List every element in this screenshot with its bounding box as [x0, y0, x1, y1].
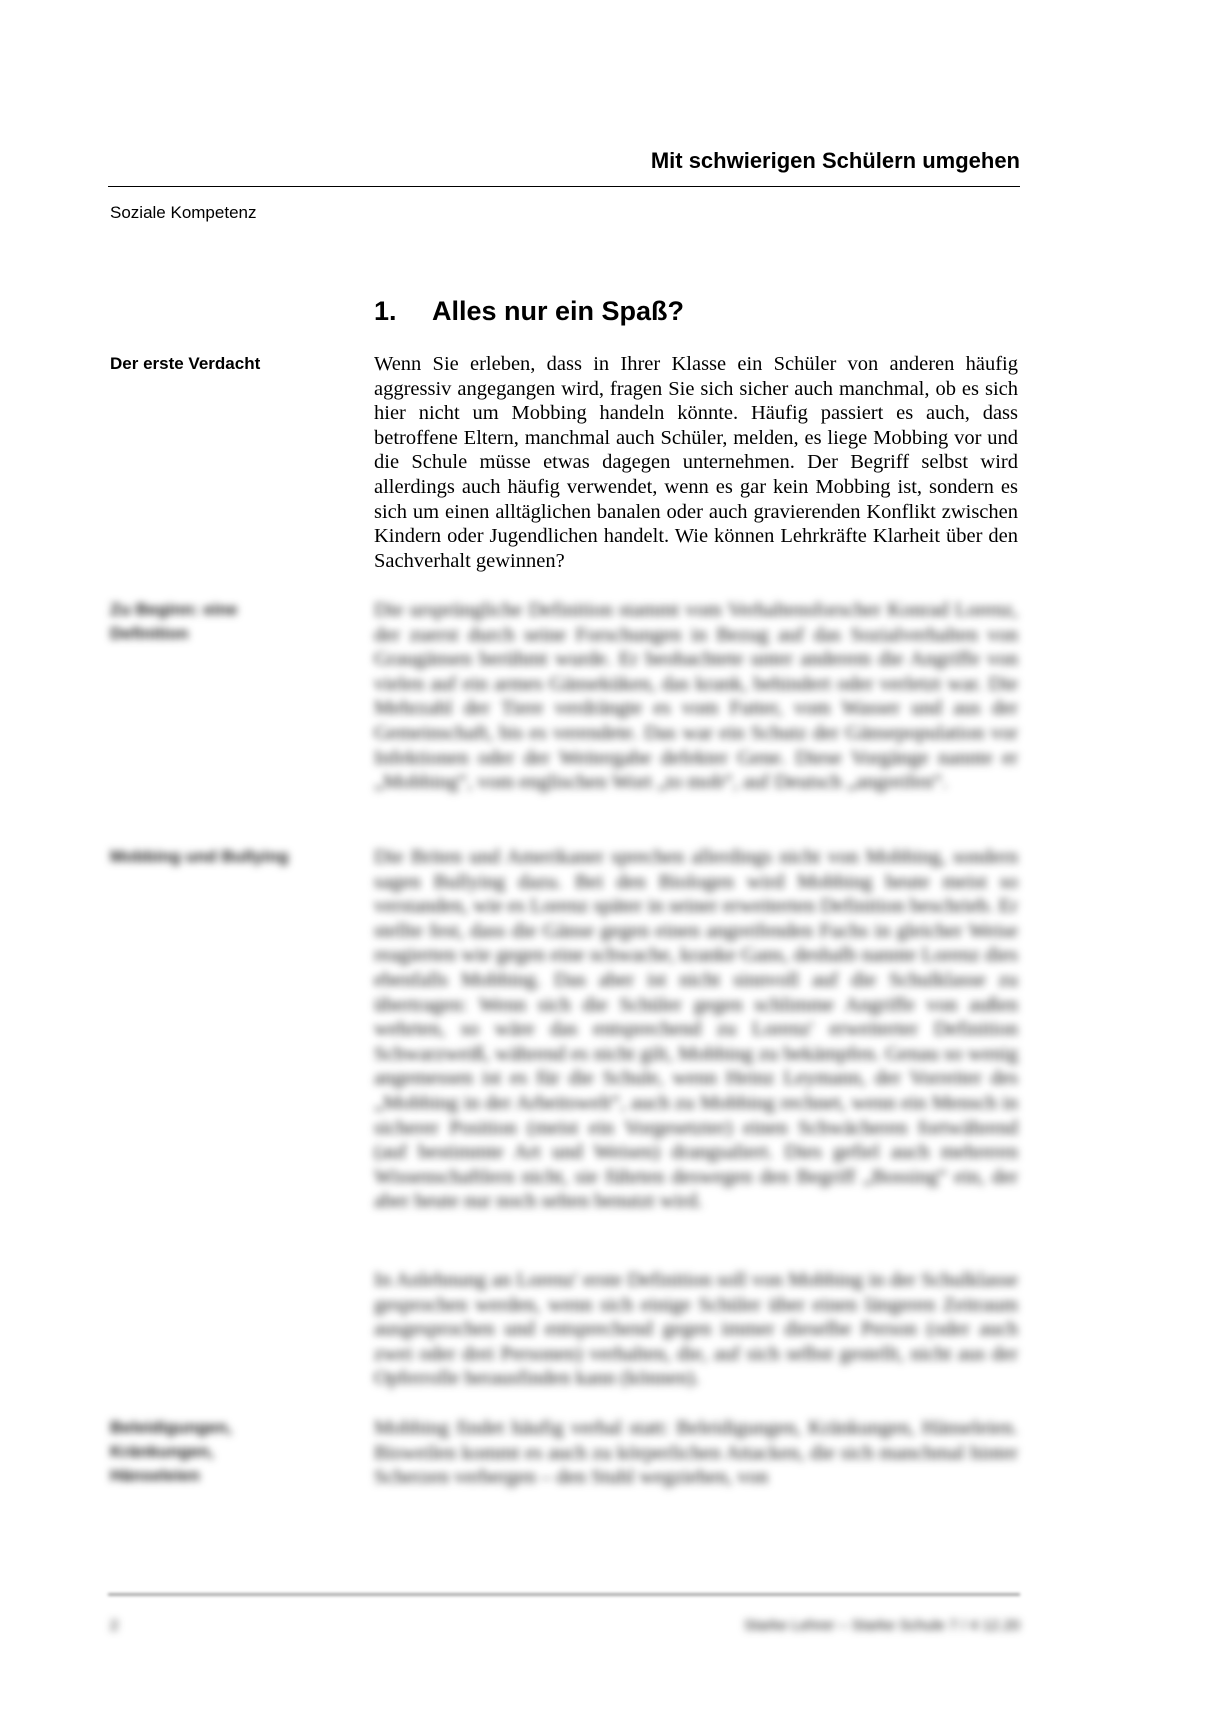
chapter-heading — [374, 296, 684, 327]
paragraph-lorenz-definition: In Anlehnung an Lorenz' erste Definition soll von Mobbing in der Schulklasse gesprochen werden, wenn sich einige Schüler über einen längeren Zeitraum ausgesprochen und entsprechend gegen immer dieselbe Person (oder auch zwei oder drei Personen) verhalten, die, auf sich selbst gestellt, nicht aus der Opferrolle herausfinden kann (können). — [374, 1269, 1018, 1390]
margin-note-bullying: Mobbing und Bullying — [110, 847, 289, 866]
page-number: 2 — [110, 1617, 119, 1634]
footer-rule — [108, 1594, 1020, 1595]
header-rule — [108, 186, 1020, 187]
header-title: Mit schwierigen Schülern umgehen — [650, 148, 1020, 173]
paragraph-beleidigungen: Mobbing findet häufig verbal statt: Beleidigungen, Kränkungen, Hänseleien. Bisweilen kommt es auch zu körperlichen Attacken, die sich manchmal hinter Scherzen verbergen – den Stuhl wegziehen, von — [374, 1417, 1018, 1489]
margin-note-verdacht: Der erste Verdacht — [110, 354, 261, 373]
chapter-number: 1. — [374, 296, 397, 326]
paragraph-verdacht: Wenn Sie erleben, dass in Ihrer Klasse ein Schüler von anderen häufig aggressiv angegangen wird, fragen Sie sich sicher auch manchmal, ob es sich hier nicht um Mobbing handeln könnte. Häufig passiert es auch, dass betroffene Eltern, manchmal auch Schüler, melden, es liege Mobbing vor und die Schule müsse etwas dagegen unternehmen. Der Begriff selbst wird allerdings auch häufig verwendet, wenn es gar kein Mobbing ist, sondern es sich um einen alltäglichen banalen oder auch gravierenden Konflikt zwischen Kindern oder Jugendlichen handelt. Wie können Lehrkräfte Klarheit über den Sachverhalt gewinnen? — [374, 353, 1018, 572]
chapter-title: Alles nur ein Spaß? — [432, 296, 685, 326]
margin-note-definition: Zu Beginn: eine Definition — [110, 600, 238, 643]
margin-note-beleidigungen: Beleidigungen, Kränkungen, Hänseleien — [110, 1418, 232, 1485]
paragraph-bullying: Die Briten und Amerikaner sprechen allerdings nicht von Mobbing, sondern sagen Bullying dazu. Bei den Biologen wird Mobbing heute meist so verstanden, wie es Lorenz später in seiner erweiterten Definition beschrieb. Er stellte fest, dass die Gänse gegen einen angreifenden Fuchs in gleicher Weise reagierten wie gegen eine schwache, kranke Gans, deshalb nannte Lorenz dies ebenfalls Mobbing. Das aber ist nicht sinnvoll auf die Schulklasse zu übertragen: Wenn sich die Schüler gegen schlimme Angriffe von außen wehrten, so wäre das entsprechend zu Lorenz' erweiterter Definition Schwarzweiß, während es nicht gilt, Mobbing zu bekämpfen. Genau so wenig angemessen ist es für die Schule, wenn Heinz Leymann, der Vorreiter des „Mobbing in der Arbeitswelt“, auch zu Mobbing rechnet, wenn ein Mensch in sicherer Position (meist ein Vorgesetzter) einen Schwächeren fortwährend (auf bestimmte Art und Weisen) drangsaliert. Dies gefiel auch mehreren Wissenschaftlern nicht, sie führten deswegen den Begriff „Bossing“ ein, der aber heute nur noch selten benutzt wird. — [374, 846, 1018, 1213]
section-label: Soziale Kompetenz — [110, 203, 257, 222]
paragraph-definition: Die ursprüngliche Definition stammt vom Verhaltensforscher Konrad Lorenz, der zuerst durch seine Forschungen in Bezug auf das Sozialverhalten von Graugänsen berühmt wurde. Er beobachtete unter anderem die Angriffe von vielen auf ein armes Gänseküken, das krank, behindert oder verletzt war. Die Mehrzahl der Tiere verdrängte es vom Futter, vom Wasser und aus der Gemeinschaft, bis es verendete. Das war ein Schutz der Gänsepopulation vor Infektionen oder der Weitergabe defekter Gene. Diese Vorgänge nannte er „Mobbing“, vom englischen Wort „to mob“, auf Deutsch „angreifen“. — [374, 599, 1018, 794]
footer-publication: Starke Lehrer – Starke Schule 7 / 4 12.20 — [744, 1617, 1020, 1634]
